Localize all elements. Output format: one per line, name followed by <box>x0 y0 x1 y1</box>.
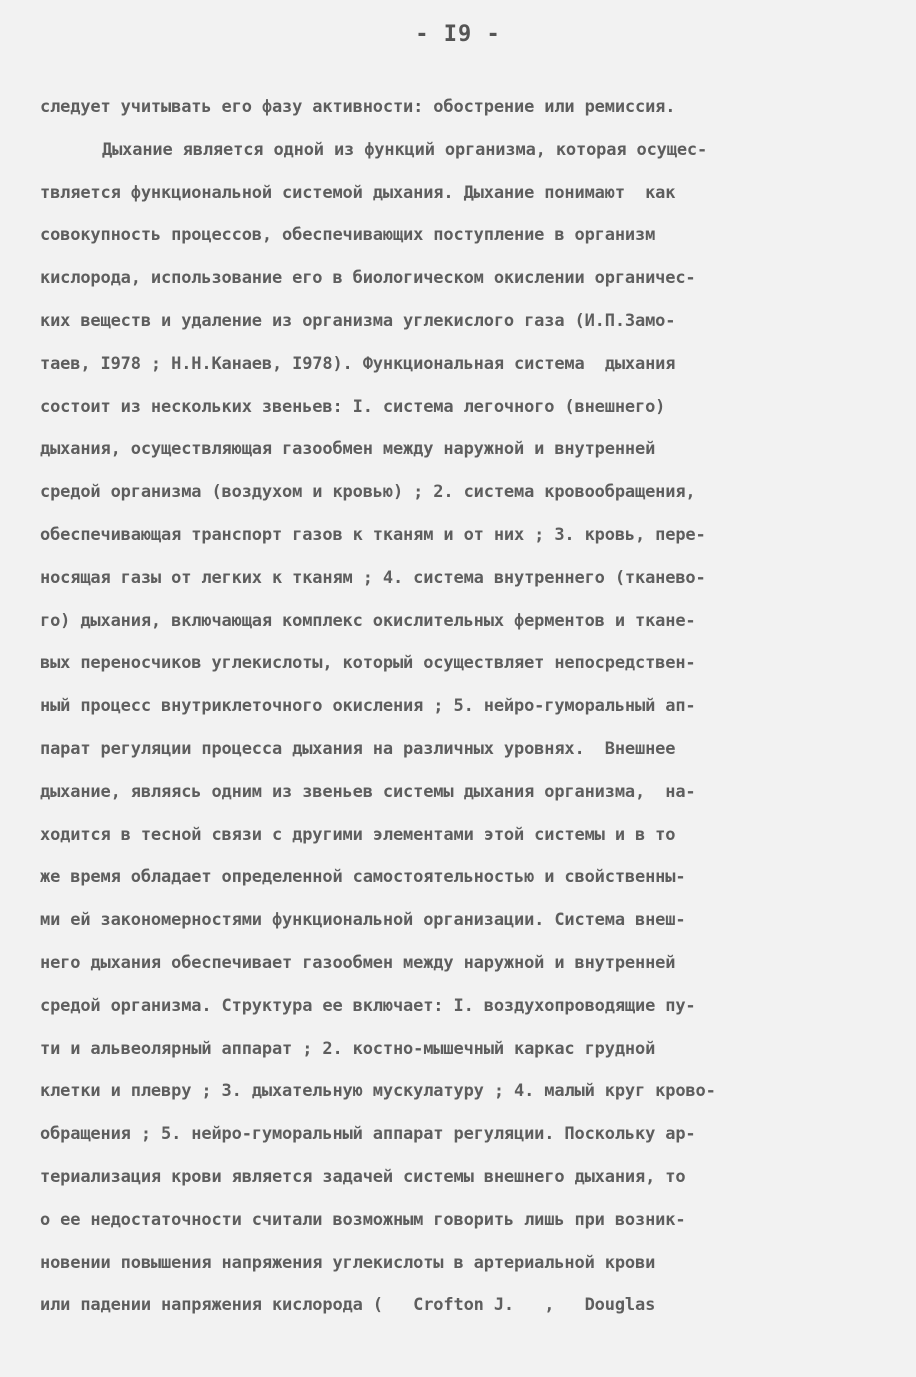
page-number: - I9 - <box>415 22 501 47</box>
text-line: или падении напряжения кислорода ( Crofton J. , Douglas <box>40 1295 656 1316</box>
text-line: средой организма. Структура ее включает: I. воздухопроводящие пу- <box>40 995 696 1016</box>
text-line: таев, I978 ; Н.Н.Канаев, I978). Функциональная система дыхания <box>40 353 676 374</box>
text-line: вых переносчиков углекислоты, который осуществляет непосредствен- <box>40 653 696 674</box>
text-line: ходится в тесной связи с другими элементами этой системы и в то <box>40 824 676 845</box>
text-line: парат регуляции процесса дыхания на различных уровнях. Внешнее <box>40 738 676 759</box>
text-line: кислорода, использование его в биологическом окислении органичес- <box>40 268 696 289</box>
text-line: го) дыхания, включающая комплекс окислительных ферментов и ткане- <box>40 610 696 631</box>
text-line: териализация крови является задачей системы внешнего дыхания, то <box>40 1166 686 1187</box>
text-line: совокупность процессов, обеспечивающих поступление в организм <box>40 225 656 246</box>
text-line: ти и альвеолярный аппарат ; 2. костно-мышечный каркас грудной <box>40 1038 656 1059</box>
text-line: дыхание, являясь одним из звеньев системы дыхания организма, на- <box>40 781 696 802</box>
text-line: средой организма (воздухом и кровью) ; 2. система кровообращения, <box>40 482 696 503</box>
text-line: обращения ; 5. нейро-гуморальный аппарат регуляции. Поскольку ар- <box>40 1124 696 1145</box>
text-line: Дыхание является одной из функций организма, которая осущес- <box>102 139 708 160</box>
text-line: ких веществ и удаление из организма углекислого газа (И.П.Замо- <box>40 310 676 331</box>
body-text <box>40 86 885 1327</box>
text-line: ми ей закономерностями функциональной организации. Система внеш- <box>40 910 686 931</box>
text-line: него дыхания обеспечивает газообмен между наружной и внутренней <box>40 952 676 973</box>
text-line: следует учитывать его фазу активности: обострение или ремиссия. <box>40 97 676 117</box>
text-line: клетки и плевру ; 3. дыхательную мускулатуру ; 4. малый круг крово- <box>40 1081 716 1102</box>
text-line: о ее недостаточности считали возможным говорить лишь при возник- <box>40 1209 686 1230</box>
text-line: новении повышения напряжения углекислоты в артериальной крови <box>40 1252 656 1273</box>
text-line: ный процесс внутриклеточного окисления ; 5. нейро-гуморальный ап- <box>40 696 696 717</box>
text-line: обеспечивающая транспорт газов к тканям и от них ; 3. кровь, пере- <box>40 524 706 545</box>
text-line: состоит из нескольких звеньев: I. система легочного (внешнего) <box>40 396 666 417</box>
text-line: носящая газы от легких к тканям ; 4. система внутреннего (тканево- <box>40 567 706 588</box>
text-line: же время обладает определенной самостоятельностью и свойственны- <box>40 867 686 888</box>
text-line: твляется функциональной системой дыхания. Дыхание понимают как <box>40 182 676 203</box>
text-line: дыхания, осуществляющая газообмен между наружной и внутренней <box>40 439 656 460</box>
